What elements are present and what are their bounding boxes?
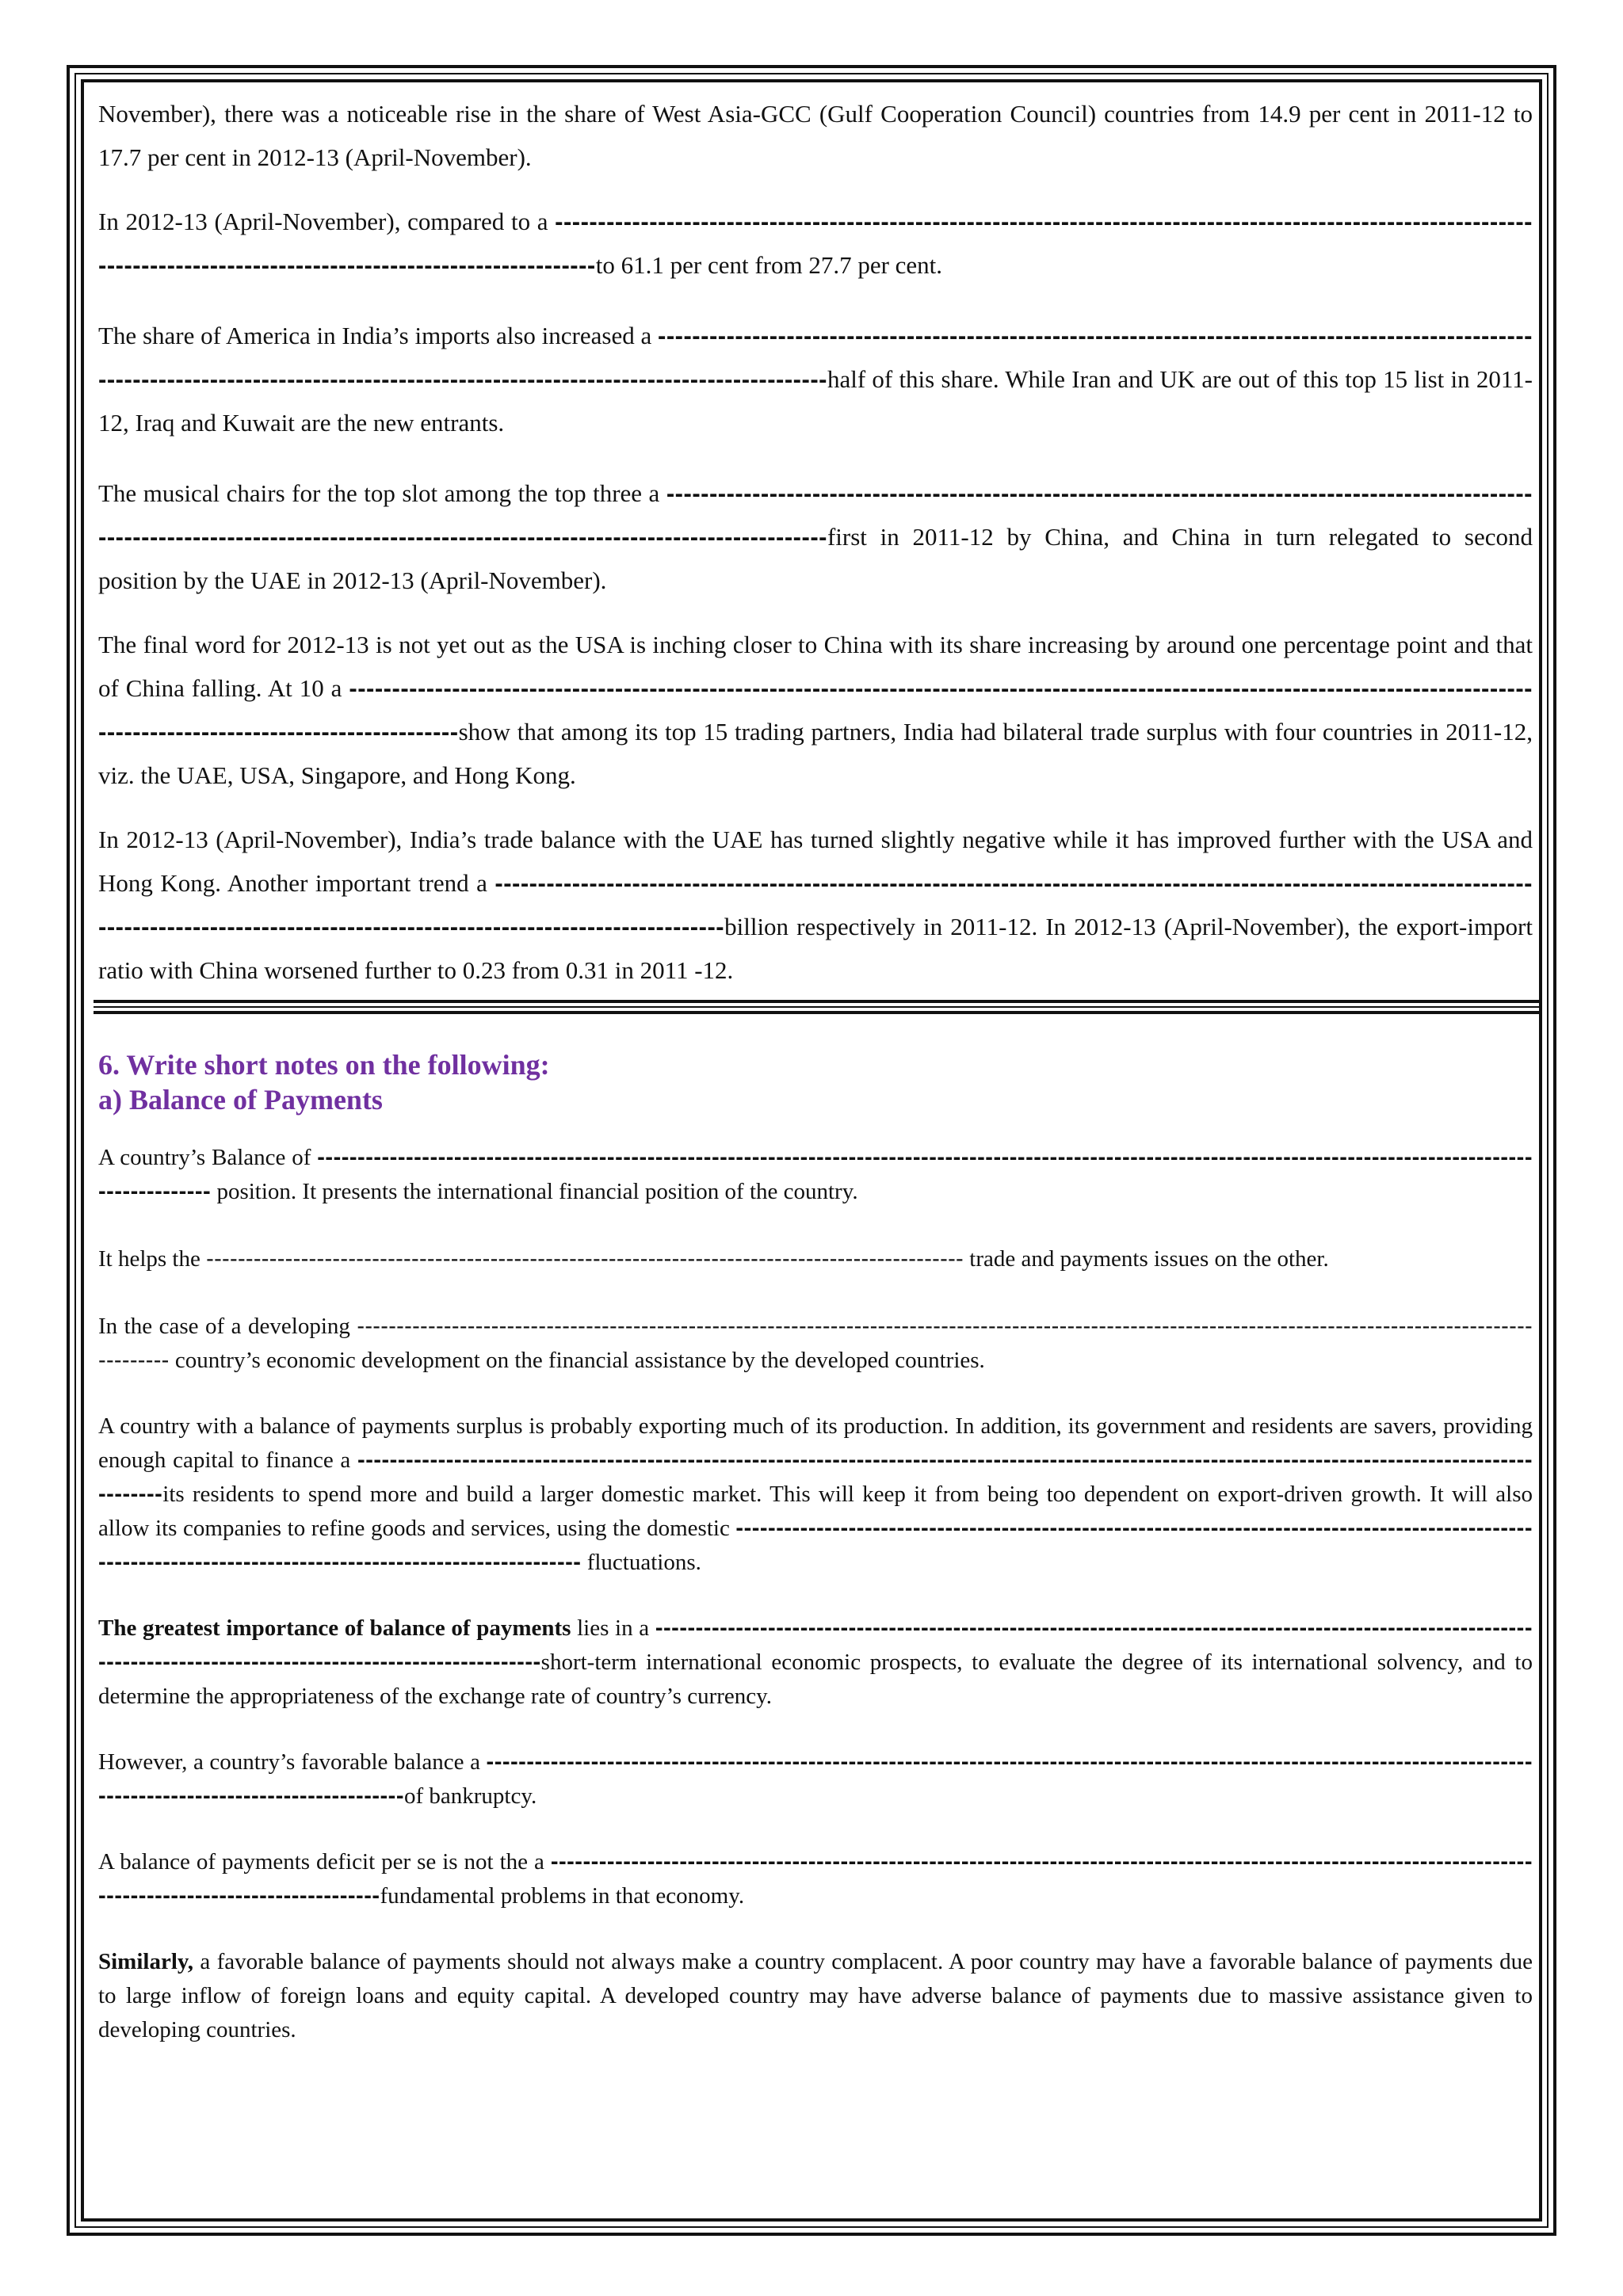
paragraph-musical-chairs [98, 471, 1533, 602]
paragraph-text: In the case of a developing [98, 1314, 357, 1339]
paragraph-text: trade and payments issues on the other. [964, 1246, 1329, 1272]
paragraph-bop-importance [98, 1611, 1533, 1714]
section-divider [94, 1000, 1542, 1016]
bold-lead-text: Similarly, [98, 1949, 194, 1974]
paragraph-trade-balance [98, 818, 1533, 992]
blank-dashes: -------------------------------------------------------------------------------------------------------------------------------------------------------------------------------------------------- [98, 869, 1533, 940]
blank-dashes: ------------------------------------------------------------------------------------------------------------------------------------------------------------------------------------------- [98, 322, 1533, 393]
paragraph-text: first in 2011-12 by China, and China in turn relegated to second position by the UAE in 2012-13 (April-November). [98, 523, 1533, 594]
paragraph-text: lies in a [571, 1615, 655, 1641]
blank-dashes: --------------------------------------------------------------------------------------------------------------------------------------------------------------------- [98, 1145, 1533, 1204]
blank-dashes: ---------------------------------------------------------------------------------------------------------------------------------------------------------------------------- [98, 208, 1533, 279]
paragraph-text: half of this share. While Iran and UK are out of this top 15 list in 2011-12, Iraq and Kuwait are the new entrants. [98, 365, 1533, 437]
paragraph-text: of bankruptcy. [403, 1783, 537, 1809]
blank-dashes: ------------------------------------------------------------------------------------------------ [206, 1246, 964, 1272]
bottom-section [98, 1047, 1533, 2079]
top-section [98, 92, 1533, 1019]
paragraph-text: A country’s Balance of [98, 1145, 318, 1170]
paragraph-text: billion respectively in 2011-12. In 2012-13 (April-November), the export-import ratio with China worsened further to 0.23 from 0.31 in 2011 -12. [98, 913, 1533, 984]
blank-dashes: ------------------------------------------------------------------------------------------------------------------------------------------------------------------------ [98, 1749, 1533, 1809]
paragraph-america-share [98, 314, 1533, 444]
paragraph-final-word [98, 623, 1533, 797]
section-heading: 6. Write short notes on the following: [98, 1049, 550, 1081]
paragraph-text: It helps the [98, 1246, 207, 1272]
paragraph-text: However, a country’s favorable balance a [98, 1749, 487, 1775]
paragraph-bop-definition [98, 1141, 1533, 1209]
blank-dashes: ------------------------------------------------------------------------------------------------------------------------------------------------------------- [98, 1849, 1533, 1909]
paragraph-bop-surplus [98, 1409, 1533, 1580]
blank-dashes: ------------------------------------------------------------------------------------------------------------------------------------------------------------------------------------ [98, 674, 1533, 746]
paragraph-text: to 61.1 per cent from 27.7 per cent. [595, 251, 943, 279]
paragraph-similarly [98, 1945, 1533, 2047]
section-subheading: a) Balance of Payments [98, 1084, 383, 1116]
paragraph-text: show that among its top 15 trading partners, India had bilateral trade surplus with four countries in 2011-12, viz. the UAE, USA, Singapore, and Hong Kong. [98, 718, 1533, 789]
paragraph-favorable-balance [98, 1745, 1533, 1814]
paragraph-gcc-share [98, 92, 1533, 179]
paragraph-text: In 2012-13 (April-November), India’s trade balance with the UAE has turned slightly negative while it has improved further with the USA and Hong Kong. Another important trend a [98, 826, 1533, 897]
paragraph-text: fluctuations. [581, 1550, 701, 1575]
paragraph-text: fundamental problems in that economy. [380, 1883, 745, 1909]
paragraph-text: The musical chairs for the top slot among the top three a [98, 479, 666, 507]
paragraph-text: A balance of payments deficit per se is not the a [98, 1849, 551, 1875]
paragraph-text: November), there was a noticeable rise in the share of West Asia-GCC (Gulf Cooperation Council) countries from 14.9 per cent in 2011-12 to 17.7 per cent in 2012-13 (April-November). [98, 100, 1533, 171]
paragraph-text: country’s economic development on the financial assistance by the developed countries. [169, 1348, 985, 1373]
paragraph-text: its residents to spend more and build a larger domestic market. This will keep it from being too dependent on export-driven growth. It will also allow its companies to refine goods and services, using the domestic [98, 1482, 1533, 1541]
bold-lead-text: The greatest importance of balance of payments [98, 1615, 571, 1641]
blank-dashes: ---------------------------------------------------------------------------------------------------------------------------------------------------------- [98, 1447, 1533, 1507]
paragraph-bop-deficit [98, 1845, 1533, 1913]
paragraph-text: short-term international economic prospects, to evaluate the degree of its international solvency, and to determine the appropriateness of the exchange rate of country’s currency. [98, 1650, 1533, 1709]
paragraph-it-helps [98, 1241, 1533, 1278]
paragraph-text: The final word for 2012-13 is not yet out as the USA is inching closer to China with its share increasing by around one percentage point and that of China falling. At 10 a [98, 631, 1533, 702]
paragraph-developing-country [98, 1310, 1533, 1378]
paragraph-text: The share of America in India’s imports also increased a [98, 322, 659, 349]
paragraph-text: position. It presents the international financial position of the country. [211, 1179, 858, 1204]
paragraph-text: a favorable balance of payments should not always make a country complacent. A poor country may have a favorable balance of payments due to large inflow of foreign loans and equity capital. A developed country may have adverse balance of payments due to massive assistance given to developing countries. [98, 1949, 1533, 2042]
blank-dashes: -------------------------------------------------------------------------------------------------------------------------------------------------------------- [98, 1314, 1533, 1373]
paragraph-text: In 2012-13 (April-November), compared to a [98, 208, 556, 235]
blank-dashes: --------------------------------------------------------------------------------------------------------------------------------------------------------------- [98, 1516, 1533, 1575]
paragraph-text: A country with a balance of payments surplus is probably exporting much of its production. In addition, its government and residents are savers, providing enough capital to finance a [98, 1413, 1533, 1473]
paragraph-april-november [98, 200, 1533, 287]
blank-dashes: ------------------------------------------------------------------------------------------------------------------------------------------------------------------------------------------ [98, 479, 1533, 551]
blank-dashes: -------------------------------------------------------------------------------------------------------------------------------------------------------------------- [98, 1615, 1533, 1675]
